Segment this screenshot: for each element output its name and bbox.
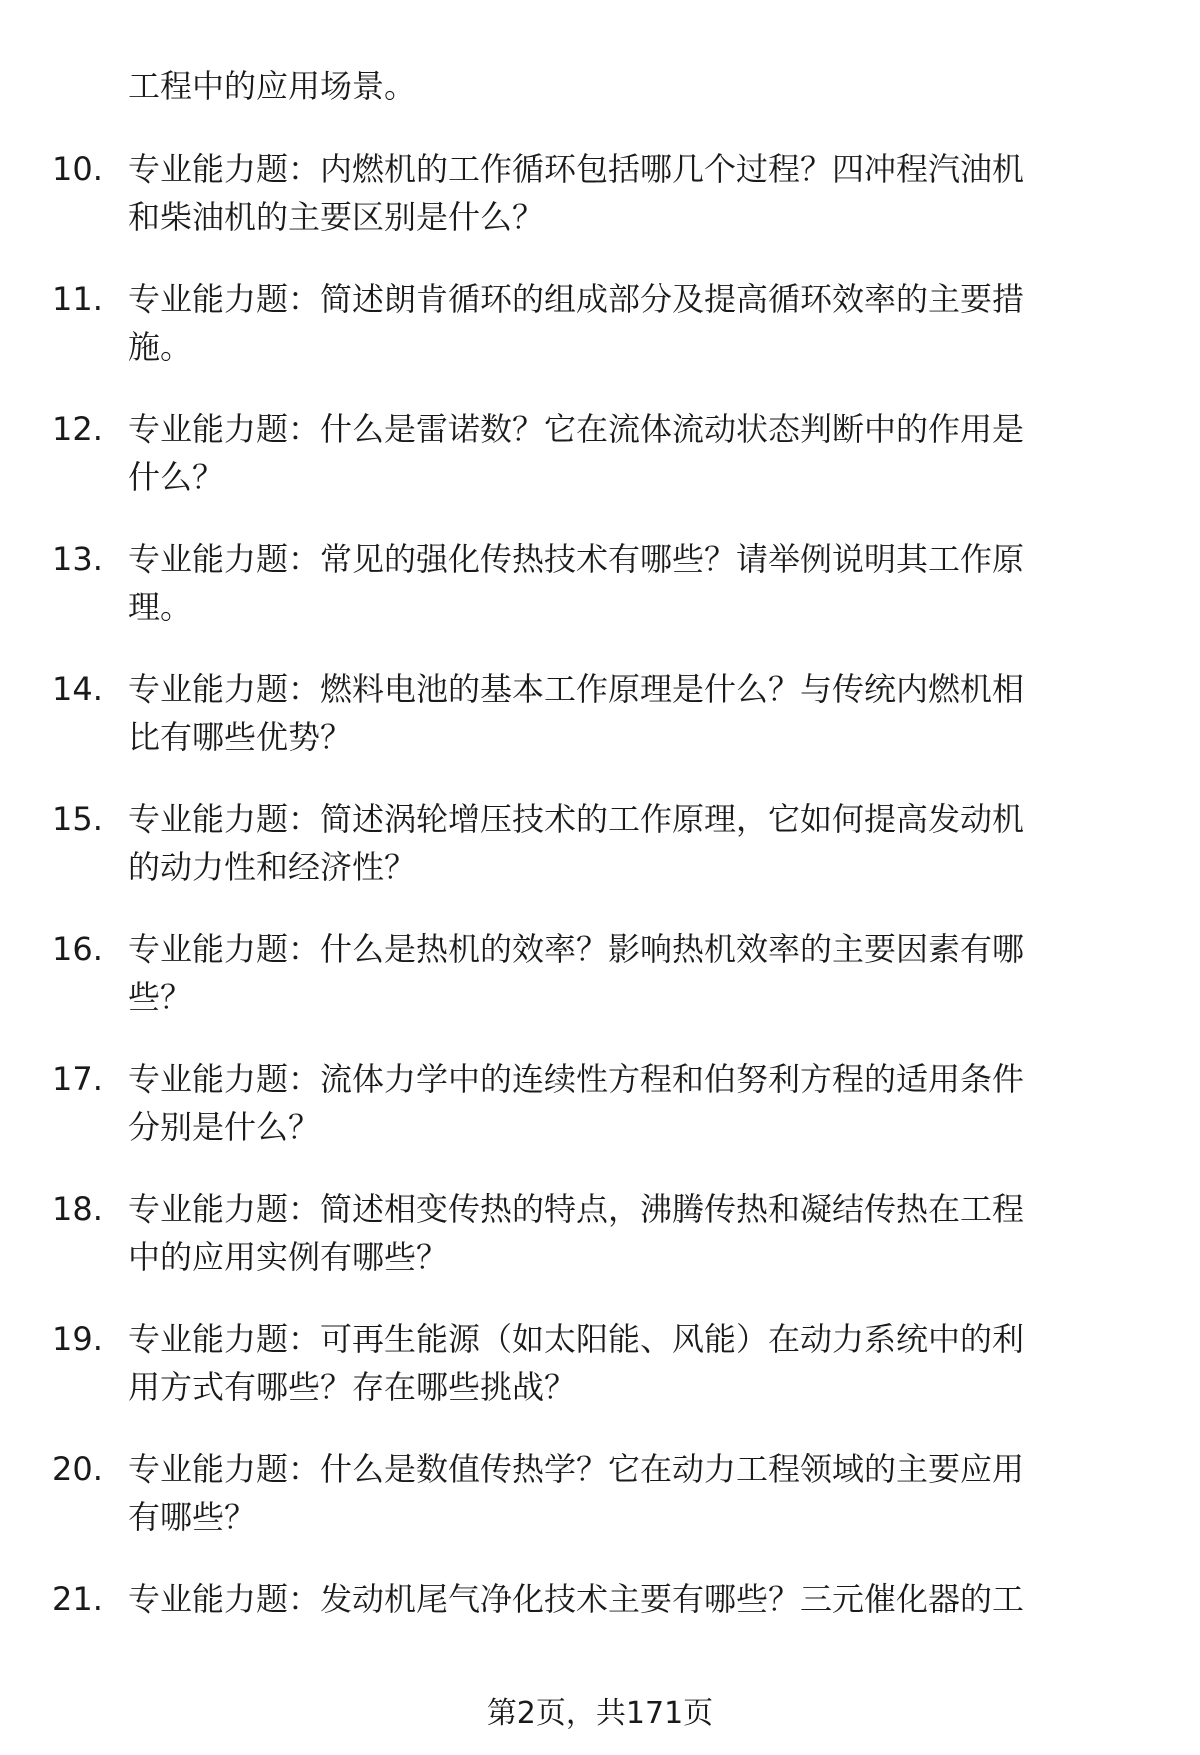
question-number: 14.: [52, 670, 103, 708]
question-number: 21.: [52, 1580, 103, 1618]
question-line: 的动力性和经济性？: [128, 848, 417, 886]
question-line: 中的应用实例有哪些？: [128, 1238, 449, 1276]
question-line: 比有哪些优势？: [128, 718, 353, 756]
question-number: 15.: [52, 800, 103, 838]
question-number: 19.: [52, 1320, 103, 1358]
question-line: 分别是什么？: [128, 1108, 321, 1146]
question-item: [0, 1185, 1200, 1315]
question-item: [0, 405, 1200, 535]
question-text: [128, 405, 1138, 501]
page-footer: [0, 1694, 1200, 1734]
question-line: 什么？: [128, 458, 225, 496]
question-line: 专业能力题：什么是数值传热学？它在动力工程领域的主要应用: [128, 1450, 1025, 1488]
page-indicator: 第2页，共171页: [486, 1696, 714, 1731]
question-text: [128, 1055, 1138, 1151]
question-text: [128, 795, 1138, 891]
question-line: 专业能力题：简述相变传热的特点，沸腾传热和凝结传热在工程: [128, 1190, 1025, 1228]
question-text: [128, 275, 1138, 371]
question-number: 13.: [52, 540, 103, 578]
question-line: 专业能力题：内燃机的工作循环包括哪几个过程？四冲程汽油机: [128, 150, 1025, 188]
question-text: [128, 1185, 1138, 1281]
question-number: 16.: [52, 930, 103, 968]
question-item: [0, 1315, 1200, 1445]
question-item: [0, 1575, 1200, 1705]
question-line: 专业能力题：常见的强化传热技术有哪些？请举例说明其工作原: [128, 540, 1025, 578]
question-text: [128, 665, 1138, 761]
question-line: 和柴油机的主要区别是什么？: [128, 198, 545, 236]
question-line: 专业能力题：什么是雷诺数？它在流体流动状态判断中的作用是: [128, 410, 1025, 448]
question-number: 17.: [52, 1060, 103, 1098]
question-list: [0, 145, 1200, 1705]
question-line: 专业能力题：什么是热机的效率？影响热机效率的主要因素有哪: [128, 930, 1025, 968]
question-number: 10.: [52, 150, 103, 188]
question-line: 专业能力题：燃料电池的基本工作原理是什么？与传统内燃机相: [128, 670, 1025, 708]
question-item: [0, 795, 1200, 925]
question-item: [0, 145, 1200, 275]
question-text: [128, 1315, 1138, 1411]
question-text: [128, 1575, 1138, 1623]
question-item: [0, 925, 1200, 1055]
question-line: 专业能力题：发动机尾气净化技术主要有哪些？三元催化器的工: [128, 1580, 1025, 1618]
question-line: 用方式有哪些？存在哪些挑战？: [128, 1368, 577, 1406]
question-line: 有哪些？: [128, 1498, 257, 1536]
question-line: 些？: [128, 978, 193, 1016]
question-line: 专业能力题：简述涡轮增压技术的工作原理，它如何提高发动机: [128, 800, 1025, 838]
question-number: 12.: [52, 410, 103, 448]
question-number: 20.: [52, 1450, 103, 1488]
question-text: [128, 535, 1138, 631]
question-item: [0, 1055, 1200, 1185]
question-item: [0, 665, 1200, 795]
question-line: 专业能力题：流体力学中的连续性方程和伯努利方程的适用条件: [128, 1060, 1025, 1098]
question-number: 11.: [52, 280, 103, 318]
question-line: 施。: [128, 328, 193, 366]
question-item: [0, 275, 1200, 405]
question-text: [128, 1445, 1138, 1541]
question-item: [0, 535, 1200, 665]
question-item: [0, 1445, 1200, 1575]
question-number: 18.: [52, 1190, 103, 1228]
question-text: [128, 145, 1138, 241]
continuation-line: 工程中的应用场景。: [128, 67, 417, 105]
question-line: 专业能力题：简述朗肯循环的组成部分及提高循环效率的主要措: [128, 280, 1025, 318]
question-line: 专业能力题：可再生能源（如太阳能、风能）在动力系统中的利: [128, 1320, 1025, 1358]
question-line: 理。: [128, 588, 193, 626]
question-text: [128, 925, 1138, 1021]
